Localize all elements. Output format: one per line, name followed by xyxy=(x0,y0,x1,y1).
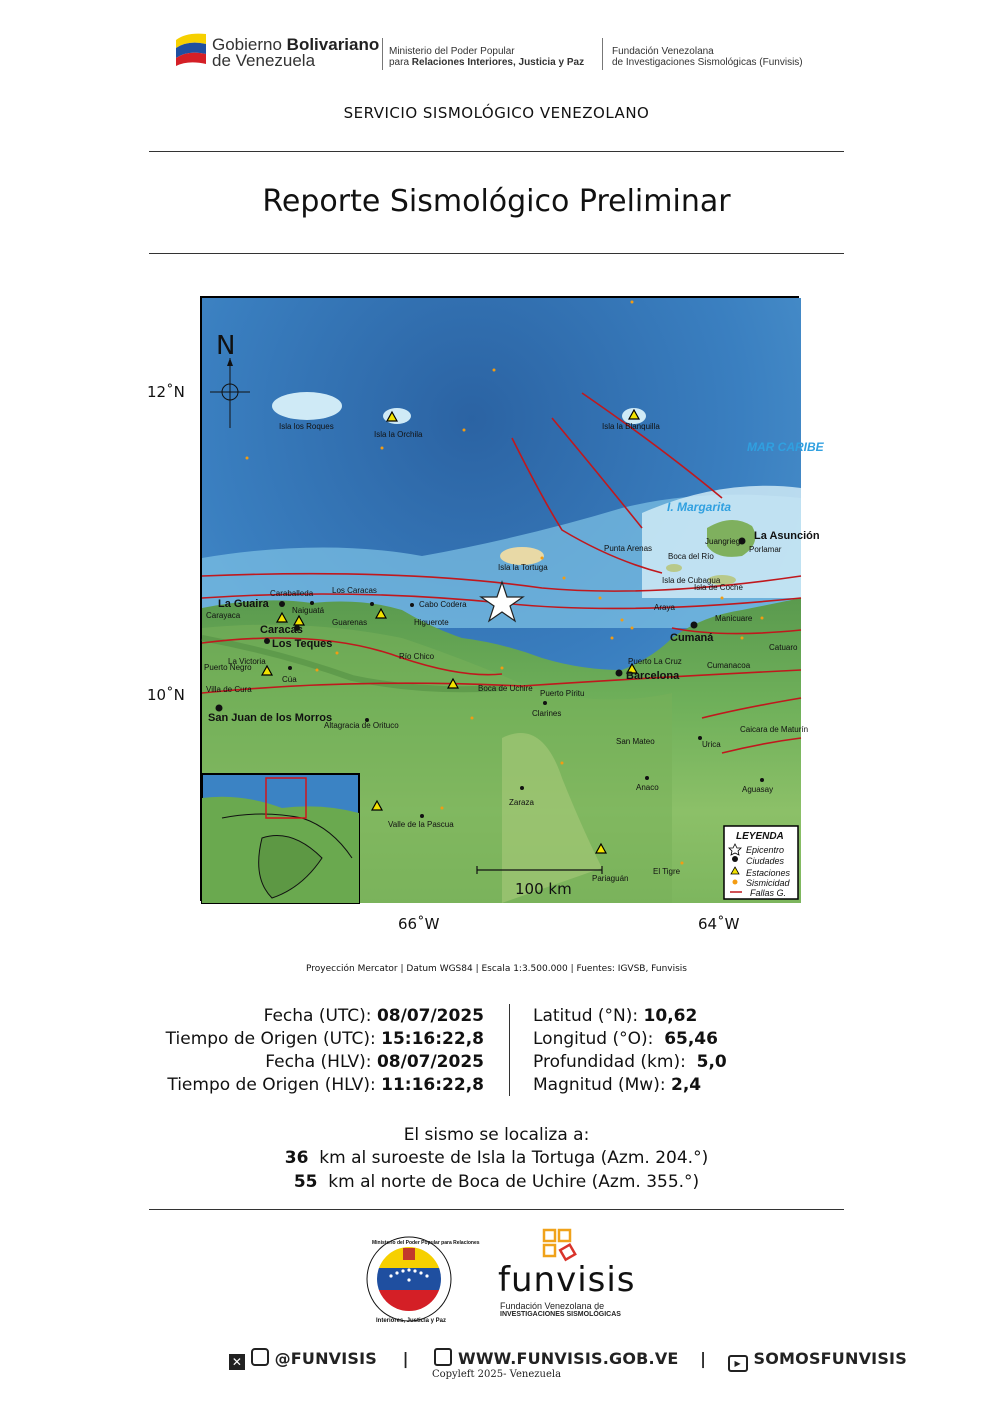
gov-line2: de Venezuela xyxy=(212,51,316,70)
gobierno-flag-logo xyxy=(174,30,208,66)
youtube-icon: ▶ xyxy=(728,1355,748,1372)
place-label: Los Caracas xyxy=(332,586,377,595)
lat-tick-12: 12˚N xyxy=(147,383,185,401)
place-label: Isla la Blanquilla xyxy=(602,422,660,431)
lon-tick-64: 64˚W xyxy=(698,915,740,933)
place-label: Araya xyxy=(654,603,675,612)
reference-1-km: 36 xyxy=(284,1148,309,1168)
fundacion-line1: Fundación Venezolana xyxy=(612,46,714,57)
lat-label: Latitud (°N): xyxy=(533,1006,639,1026)
map-caption: Proyección Mercator | Datum WGS84 | Escala 1:3.500.000 | Fuentes: IGVSB, Funvisis xyxy=(306,964,687,974)
lat-row xyxy=(533,1005,793,1028)
place-label: Carayaca xyxy=(206,611,241,620)
service-name: SERVICIO SISMOLÓGICO VENEZOLANO xyxy=(343,104,650,122)
gov-line1-b: Bolivariano xyxy=(286,35,380,54)
reference-1-text: km al suroeste de Isla la Tortuga (Azm. 204.°) xyxy=(319,1148,709,1168)
place-label: Río Chico xyxy=(399,652,435,661)
reference-2-km: 55 xyxy=(293,1172,318,1192)
place-label: Cumanacoa xyxy=(707,661,751,670)
prof-label: Profundidad (km): xyxy=(533,1052,686,1072)
place-label: Isla la Tortuga xyxy=(498,563,548,572)
place-label: Guarenas xyxy=(332,618,368,627)
header-divider xyxy=(382,38,383,70)
place-label: Urica xyxy=(702,740,721,749)
prof-row xyxy=(533,1051,793,1074)
ministry-line2-a: para xyxy=(389,57,410,68)
origen-utc-label: Tiempo de Origen (UTC): xyxy=(165,1029,376,1049)
lon-value: 65,46 xyxy=(664,1029,718,1049)
city-label: Cumaná xyxy=(670,632,714,644)
website-link[interactable]: WWW.FUNVISIS.GOB.VE xyxy=(457,1349,679,1368)
separator: | xyxy=(402,1349,409,1368)
mag-label: Magnitud (Mw): xyxy=(533,1075,666,1095)
mag-row xyxy=(533,1074,793,1097)
funvisis-sub2: INVESTIGACIONES SISMOLÓGICAS xyxy=(500,1311,621,1318)
place-label: Pariaguán xyxy=(592,874,629,883)
ministry-line2-b: Relaciones Interiores, Justicia y Paz xyxy=(411,57,585,68)
divider-line xyxy=(149,151,844,152)
reference-1 xyxy=(149,1147,844,1170)
seal-text-bottom: Interiores, Justicia y Paz xyxy=(375,1318,447,1324)
place-label: Puerto La Cruz xyxy=(628,657,682,666)
divider-line xyxy=(149,253,844,254)
place-label: Naiguatá xyxy=(292,606,325,615)
funvisis-logo: funvisis xyxy=(498,1260,636,1300)
place-label: Boca de Uchire xyxy=(478,684,533,693)
city-label: La Guaira xyxy=(218,598,269,610)
place-label: Valle de la Pascua xyxy=(388,820,454,829)
x-icon: ✕ xyxy=(229,1354,245,1370)
city-label: La Asunción xyxy=(754,530,820,542)
globe-icon xyxy=(434,1348,452,1366)
government-header xyxy=(174,26,824,74)
place-label: Manicuare xyxy=(715,614,753,623)
origen-hlv-value: 11:16:22,8 xyxy=(381,1075,484,1095)
lon-label: Longitud (°O): xyxy=(533,1029,654,1049)
place-label: Caicara de Maturín xyxy=(740,725,809,734)
legend-estaciones: Estaciones xyxy=(746,868,791,878)
fecha-hlv-value: 08/07/2025 xyxy=(376,1052,484,1072)
place-label: Isla los Roques xyxy=(279,422,334,431)
place-label: Puerto Píritu xyxy=(540,689,585,698)
place-label: Higuerote xyxy=(414,618,449,627)
place-label: Puerto Negro xyxy=(204,663,252,672)
lon-row xyxy=(533,1028,793,1051)
sea-label: I. Margarita xyxy=(667,500,732,514)
origen-hlv-label: Tiempo de Origen (HLV): xyxy=(167,1075,376,1095)
separator: | xyxy=(700,1349,707,1368)
ministry-seal-logo xyxy=(366,1236,480,1322)
place-label: Isla la Orchila xyxy=(374,430,423,439)
header-divider xyxy=(602,38,603,70)
lat-value: 10,62 xyxy=(643,1006,698,1026)
lat-tick-10: 10˚N xyxy=(147,686,185,704)
seal-text-top: Ministerio del Poder Popular para Relaciones xyxy=(372,1240,480,1246)
fecha-utc-value: 08/07/2025 xyxy=(376,1006,484,1026)
event-time-block xyxy=(150,1005,484,1097)
fundacion-line2: de Investigaciones Sismológicas (Funvisis) xyxy=(612,57,803,68)
place-label: Catuaro xyxy=(769,643,798,652)
place-label: Anaco xyxy=(636,783,659,792)
info-divider xyxy=(509,1004,510,1096)
place-label: El Tigre xyxy=(653,867,681,876)
lon-tick-66: 66˚W xyxy=(398,915,440,933)
sea-label: MAR CARIBE xyxy=(747,440,824,454)
origen-hlv-row xyxy=(150,1074,484,1097)
place-label: Clarines xyxy=(532,709,562,718)
ministry-line1: Ministerio del Poder Popular xyxy=(389,46,515,57)
mag-value: 2,4 xyxy=(670,1075,702,1095)
divider-line xyxy=(149,1209,844,1210)
reference-2 xyxy=(149,1171,844,1194)
place-label: Altagracia de Orituco xyxy=(324,721,399,730)
city-label: Los Teques xyxy=(272,638,333,650)
page-title: Reporte Sismológico Preliminar xyxy=(262,184,731,219)
legend-fallas: Fallas G. xyxy=(750,888,787,898)
fecha-hlv-row xyxy=(150,1051,484,1074)
prof-value: 5,0 xyxy=(696,1052,727,1072)
place-label: Isla de Cubagua xyxy=(662,576,721,585)
copyleft: Copyleft 2025- Venezuela xyxy=(431,1369,562,1380)
place-label: San Mateo xyxy=(616,737,655,746)
seismic-map xyxy=(200,296,824,901)
inset-map xyxy=(202,774,359,903)
place-label: Cabo Codera xyxy=(419,600,467,609)
legend-epicentro: Epicentro xyxy=(746,845,785,855)
fecha-utc-row xyxy=(150,1005,484,1028)
reference-2-text: km al norte de Boca de Uchire (Azm. 355.°) xyxy=(328,1172,700,1192)
place-label: Aguasay xyxy=(742,785,774,794)
place-label: La Victoria xyxy=(228,657,266,666)
event-location-block xyxy=(533,1005,793,1097)
origen-utc-value: 15:16:22,8 xyxy=(381,1029,484,1049)
location-intro: El sismo se localiza a: xyxy=(403,1125,590,1145)
place-label: Cúa xyxy=(282,675,297,684)
scale-label: 100 km xyxy=(515,880,572,898)
fecha-utc-label: Fecha (UTC): xyxy=(263,1006,372,1026)
fecha-hlv-label: Fecha (HLV): xyxy=(265,1052,372,1072)
place-label: Caraballeda xyxy=(270,589,314,598)
place-label: Punta Arenas xyxy=(604,544,653,553)
place-label: Zaraza xyxy=(509,798,534,807)
legend-title: LEYENDA xyxy=(736,831,784,842)
legend-sismicidad: Sismicidad xyxy=(746,878,790,888)
legend-ciudades: Ciudades xyxy=(746,856,785,866)
city-label: Caracas xyxy=(260,624,303,636)
gov-line1-a: Gobierno xyxy=(212,35,282,54)
youtube-channel[interactable]: SOMOSFUNVISIS xyxy=(753,1349,907,1368)
seismic-map-svg xyxy=(202,298,824,903)
city-label: San Juan de los Morros xyxy=(208,712,333,724)
place-label: Porlamar xyxy=(749,545,782,554)
city-label: Barcelona xyxy=(626,670,680,682)
origen-utc-row xyxy=(150,1028,484,1051)
place-label: Isla de Coche xyxy=(694,583,743,592)
north-label: N xyxy=(216,331,236,361)
instagram-icon xyxy=(251,1348,269,1366)
funvisis-sub1: Fundación Venezolana de xyxy=(500,1301,605,1311)
place-label: Villa de Cura xyxy=(206,685,252,694)
place-label: Boca del Río xyxy=(668,552,714,561)
place-label: Juangriego xyxy=(705,537,745,546)
social-handle[interactable]: @FUNVISIS xyxy=(274,1349,378,1368)
social-links xyxy=(229,1348,907,1368)
